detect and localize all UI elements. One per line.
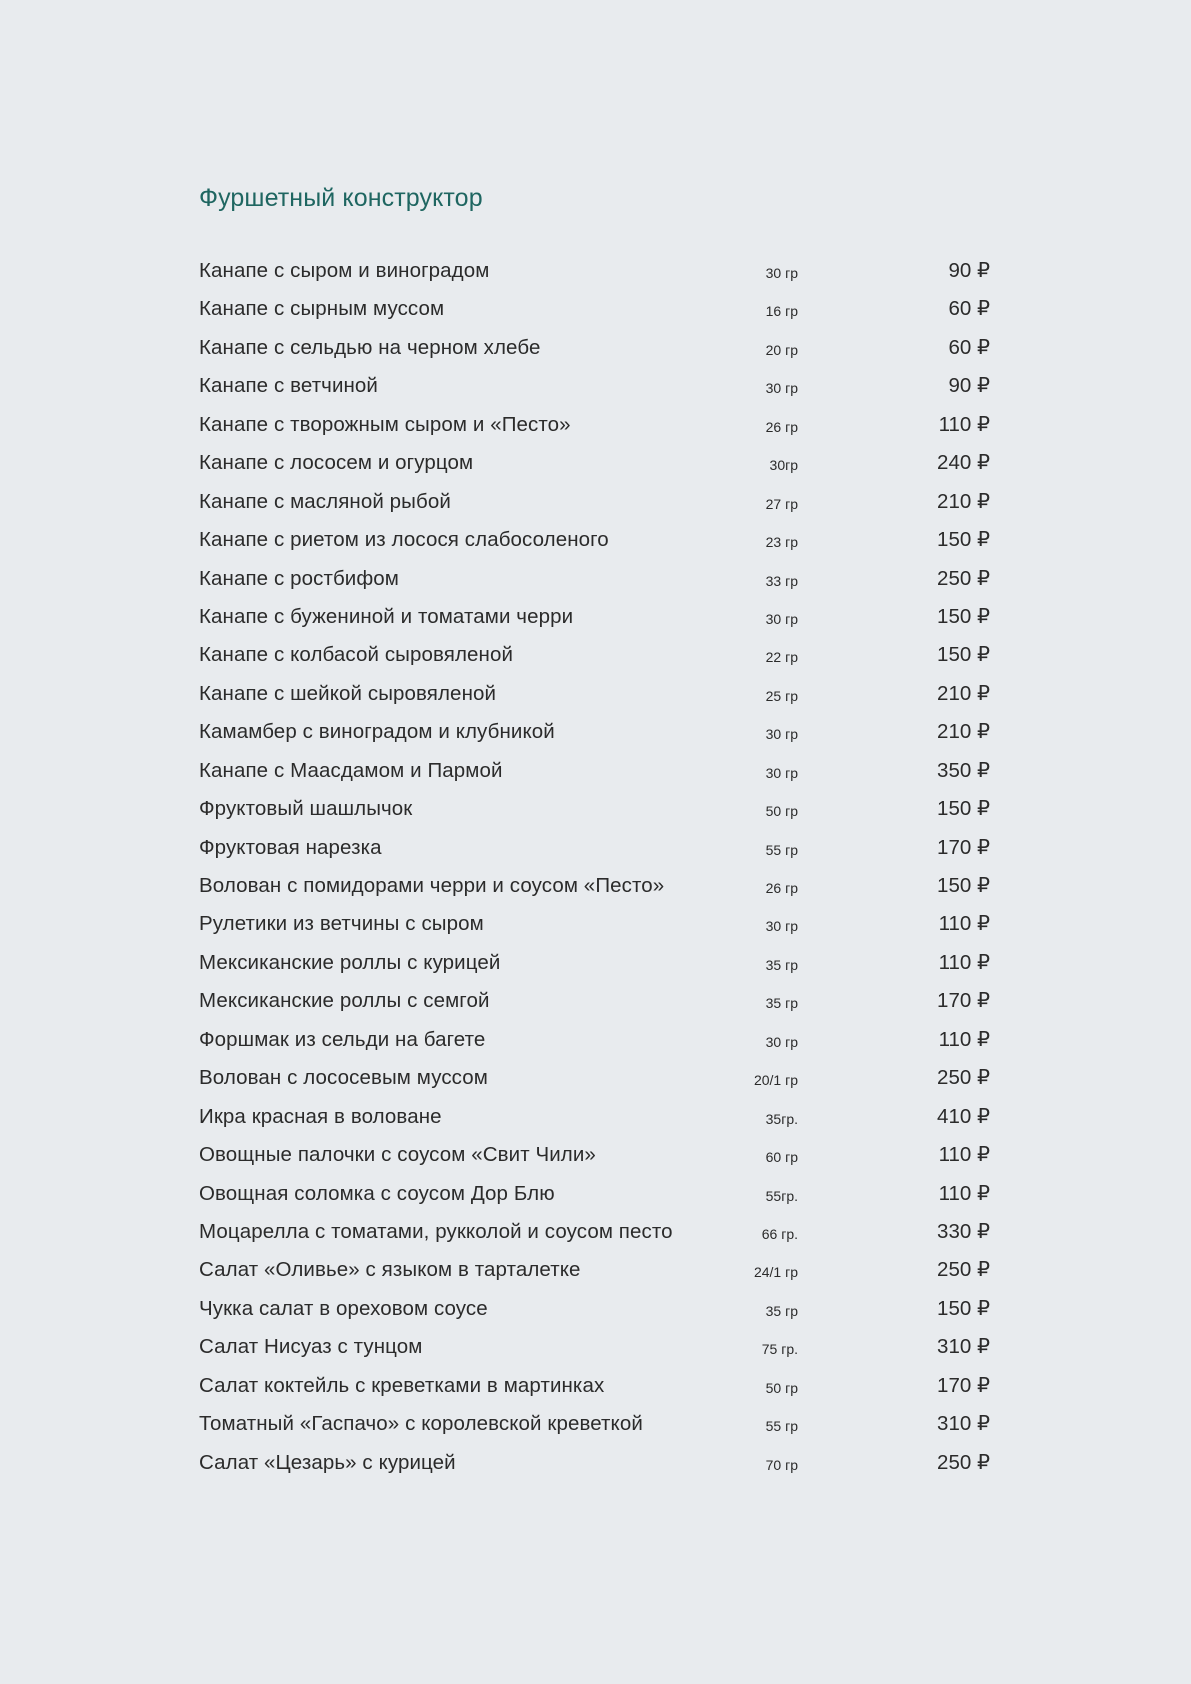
item-name: Камамбер с виноградом и клубникой — [199, 720, 555, 744]
item-name: Форшмак из сельди на багете — [199, 1027, 486, 1051]
item-name: Чукка салат в ореховом соусе — [199, 1296, 488, 1320]
item-price: 250 ₽ — [937, 566, 990, 590]
item-weight: 50 гр — [765, 803, 798, 820]
item-weight: 30 гр — [765, 726, 798, 743]
item-price: 110 ₽ — [938, 912, 990, 936]
item-weight: 60 гр — [765, 1149, 798, 1166]
item-name: Волован с лососевым муссом — [199, 1066, 488, 1090]
item-price: 310 ₽ — [937, 1335, 990, 1359]
item-name: Овощные палочки с соусом «Свит Чили» — [199, 1143, 596, 1167]
item-price: 250 ₽ — [937, 1450, 990, 1474]
item-price: 210 ₽ — [937, 720, 990, 744]
item-name: Канапе с сырным муссом — [199, 297, 445, 321]
item-name: Салат Нисуаз с тунцом — [199, 1335, 423, 1359]
menu-item — [199, 1252, 999, 1290]
item-price: 60 ₽ — [948, 335, 990, 359]
item-name: Фруктовый шашлычок — [199, 797, 413, 821]
menu-item — [199, 330, 999, 368]
item-weight: 30 гр — [765, 918, 798, 935]
item-price: 170 ₽ — [937, 989, 990, 1013]
item-name: Томатный «Гаспачо» с королевской креветкой — [199, 1412, 643, 1436]
item-name: Канапе с лососем и огурцом — [199, 451, 474, 475]
item-name: Канапе с творожным сыром и «Песто» — [199, 412, 571, 436]
menu-item — [199, 945, 999, 983]
item-weight: 35 гр — [765, 956, 798, 973]
menu-item — [199, 676, 999, 714]
menu-item — [199, 983, 999, 1021]
item-price: 110 ₽ — [938, 412, 990, 436]
item-price: 250 ₽ — [937, 1258, 990, 1282]
item-price: 210 ₽ — [937, 681, 990, 705]
item-price: 210 ₽ — [937, 489, 990, 513]
menu-item — [199, 1291, 999, 1329]
menu-item — [199, 1329, 999, 1367]
item-weight: 55 гр — [765, 1418, 798, 1435]
item-weight: 25 гр — [765, 687, 798, 704]
menu-item — [199, 637, 999, 675]
item-weight: 30 гр — [765, 380, 798, 397]
item-weight: 30 гр — [765, 610, 798, 627]
page-title: Фуршетный конструктор — [199, 184, 483, 212]
menu-item — [199, 599, 999, 637]
item-weight: 35 гр — [765, 1302, 798, 1319]
menu-item — [199, 753, 999, 791]
menu-list — [199, 253, 999, 1483]
item-weight: 27 гр — [765, 495, 798, 512]
menu-item — [199, 791, 999, 829]
item-weight: 70 гр — [765, 1456, 798, 1473]
item-price: 150 ₽ — [937, 643, 990, 667]
item-name: Канапе с ростбифом — [199, 566, 400, 590]
menu-item — [199, 830, 999, 868]
item-name: Канапе с шейкой сыровяленой — [199, 681, 497, 705]
item-weight: 20 гр — [765, 341, 798, 358]
item-price: 250 ₽ — [937, 1066, 990, 1090]
item-weight: 30 гр — [765, 1033, 798, 1050]
item-price: 150 ₽ — [937, 604, 990, 628]
item-name: Канапе с Маасдамом и Пармой — [199, 758, 503, 782]
item-price: 240 ₽ — [937, 451, 990, 475]
item-name: Мексиканские роллы с курицей — [199, 950, 501, 974]
menu-item — [199, 1022, 999, 1060]
item-name: Салат «Цезарь» с курицей — [199, 1450, 456, 1474]
menu-item — [199, 1137, 999, 1175]
item-name: Рулетики из ветчины с сыром — [199, 912, 484, 936]
menu-item — [199, 1099, 999, 1137]
menu-item — [199, 1060, 999, 1098]
item-weight: 55 гр — [765, 841, 798, 858]
item-price: 90 ₽ — [948, 259, 990, 282]
menu-item — [199, 1406, 999, 1444]
item-weight: 50 гр — [765, 1379, 798, 1396]
item-weight: 35гр. — [765, 1110, 798, 1127]
item-name: Овощная соломка с соусом Дор Блю — [199, 1181, 555, 1205]
item-weight: 26 гр — [765, 880, 798, 896]
item-price: 150 ₽ — [937, 874, 990, 897]
item-weight: 23 гр — [765, 534, 798, 551]
item-price: 410 ₽ — [937, 1104, 990, 1128]
item-name: Салат коктейль с креветками в мартинках — [199, 1373, 605, 1397]
menu-item — [199, 1445, 999, 1483]
item-price: 90 ₽ — [948, 374, 990, 398]
item-name: Канапе с риетом из лосося слабосоленого — [199, 528, 609, 552]
item-price: 150 ₽ — [937, 1296, 990, 1320]
item-name: Волован с помидорами черри и соусом «Песто» — [199, 874, 665, 897]
item-name: Мексиканские роллы с семгой — [199, 989, 490, 1013]
item-name: Салат «Оливье» с языком в тарталетке — [199, 1258, 581, 1282]
item-name: Моцарелла с томатами, рукколой и соусом песто — [199, 1219, 673, 1243]
item-weight: 24/1 гр — [753, 1264, 798, 1281]
item-weight: 26 гр — [765, 418, 798, 435]
item-price: 310 ₽ — [937, 1412, 990, 1436]
item-name: Канапе с масляной рыбой — [199, 489, 451, 513]
menu-item — [199, 368, 999, 406]
item-price: 170 ₽ — [937, 835, 990, 859]
item-name: Канапе с сыром и виноградом — [199, 259, 490, 282]
item-weight: 20/1 гр — [753, 1072, 798, 1089]
menu-item — [199, 253, 999, 291]
item-weight: 16 гр — [765, 303, 798, 320]
menu-item — [199, 906, 999, 944]
item-name: Канапе с ветчиной — [199, 374, 378, 398]
item-weight: 30 гр — [765, 265, 798, 281]
menu-item — [199, 484, 999, 522]
menu-item — [199, 868, 999, 906]
menu-item — [199, 1214, 999, 1252]
item-price: 110 ₽ — [938, 950, 990, 974]
menu-item — [199, 522, 999, 560]
item-weight: 22 гр — [765, 649, 798, 666]
item-weight: 30гр — [769, 457, 798, 474]
item-price: 170 ₽ — [937, 1373, 990, 1397]
menu-item — [199, 714, 999, 752]
item-weight: 66 гр. — [761, 1225, 798, 1242]
item-price: 110 ₽ — [938, 1143, 990, 1167]
item-price: 110 ₽ — [938, 1181, 990, 1205]
item-price: 150 ₽ — [937, 528, 990, 552]
item-weight: 55гр. — [765, 1187, 798, 1204]
item-price: 150 ₽ — [937, 797, 990, 821]
item-price: 350 ₽ — [937, 758, 990, 782]
menu-item — [199, 291, 999, 329]
item-weight: 30 гр — [765, 764, 798, 781]
item-weight: 75 гр. — [761, 1341, 798, 1358]
item-price: 330 ₽ — [937, 1219, 990, 1243]
item-name: Канапе с бужениной и томатами черри — [199, 604, 574, 628]
item-weight: 33 гр — [765, 572, 798, 589]
item-name: Канапе с колбасой сыровяленой — [199, 643, 514, 667]
item-name: Икра красная в воловане — [199, 1104, 442, 1128]
item-price: 110 ₽ — [938, 1027, 990, 1051]
item-name: Канапе с сельдью на черном хлебе — [199, 335, 541, 359]
menu-item — [199, 561, 999, 599]
menu-item — [199, 1368, 999, 1406]
menu-item — [199, 407, 999, 445]
item-name: Фруктовая нарезка — [199, 835, 382, 859]
menu-item — [199, 1176, 999, 1214]
item-weight: 35 гр — [765, 995, 798, 1012]
menu-item — [199, 445, 999, 483]
item-price: 60 ₽ — [948, 297, 990, 321]
